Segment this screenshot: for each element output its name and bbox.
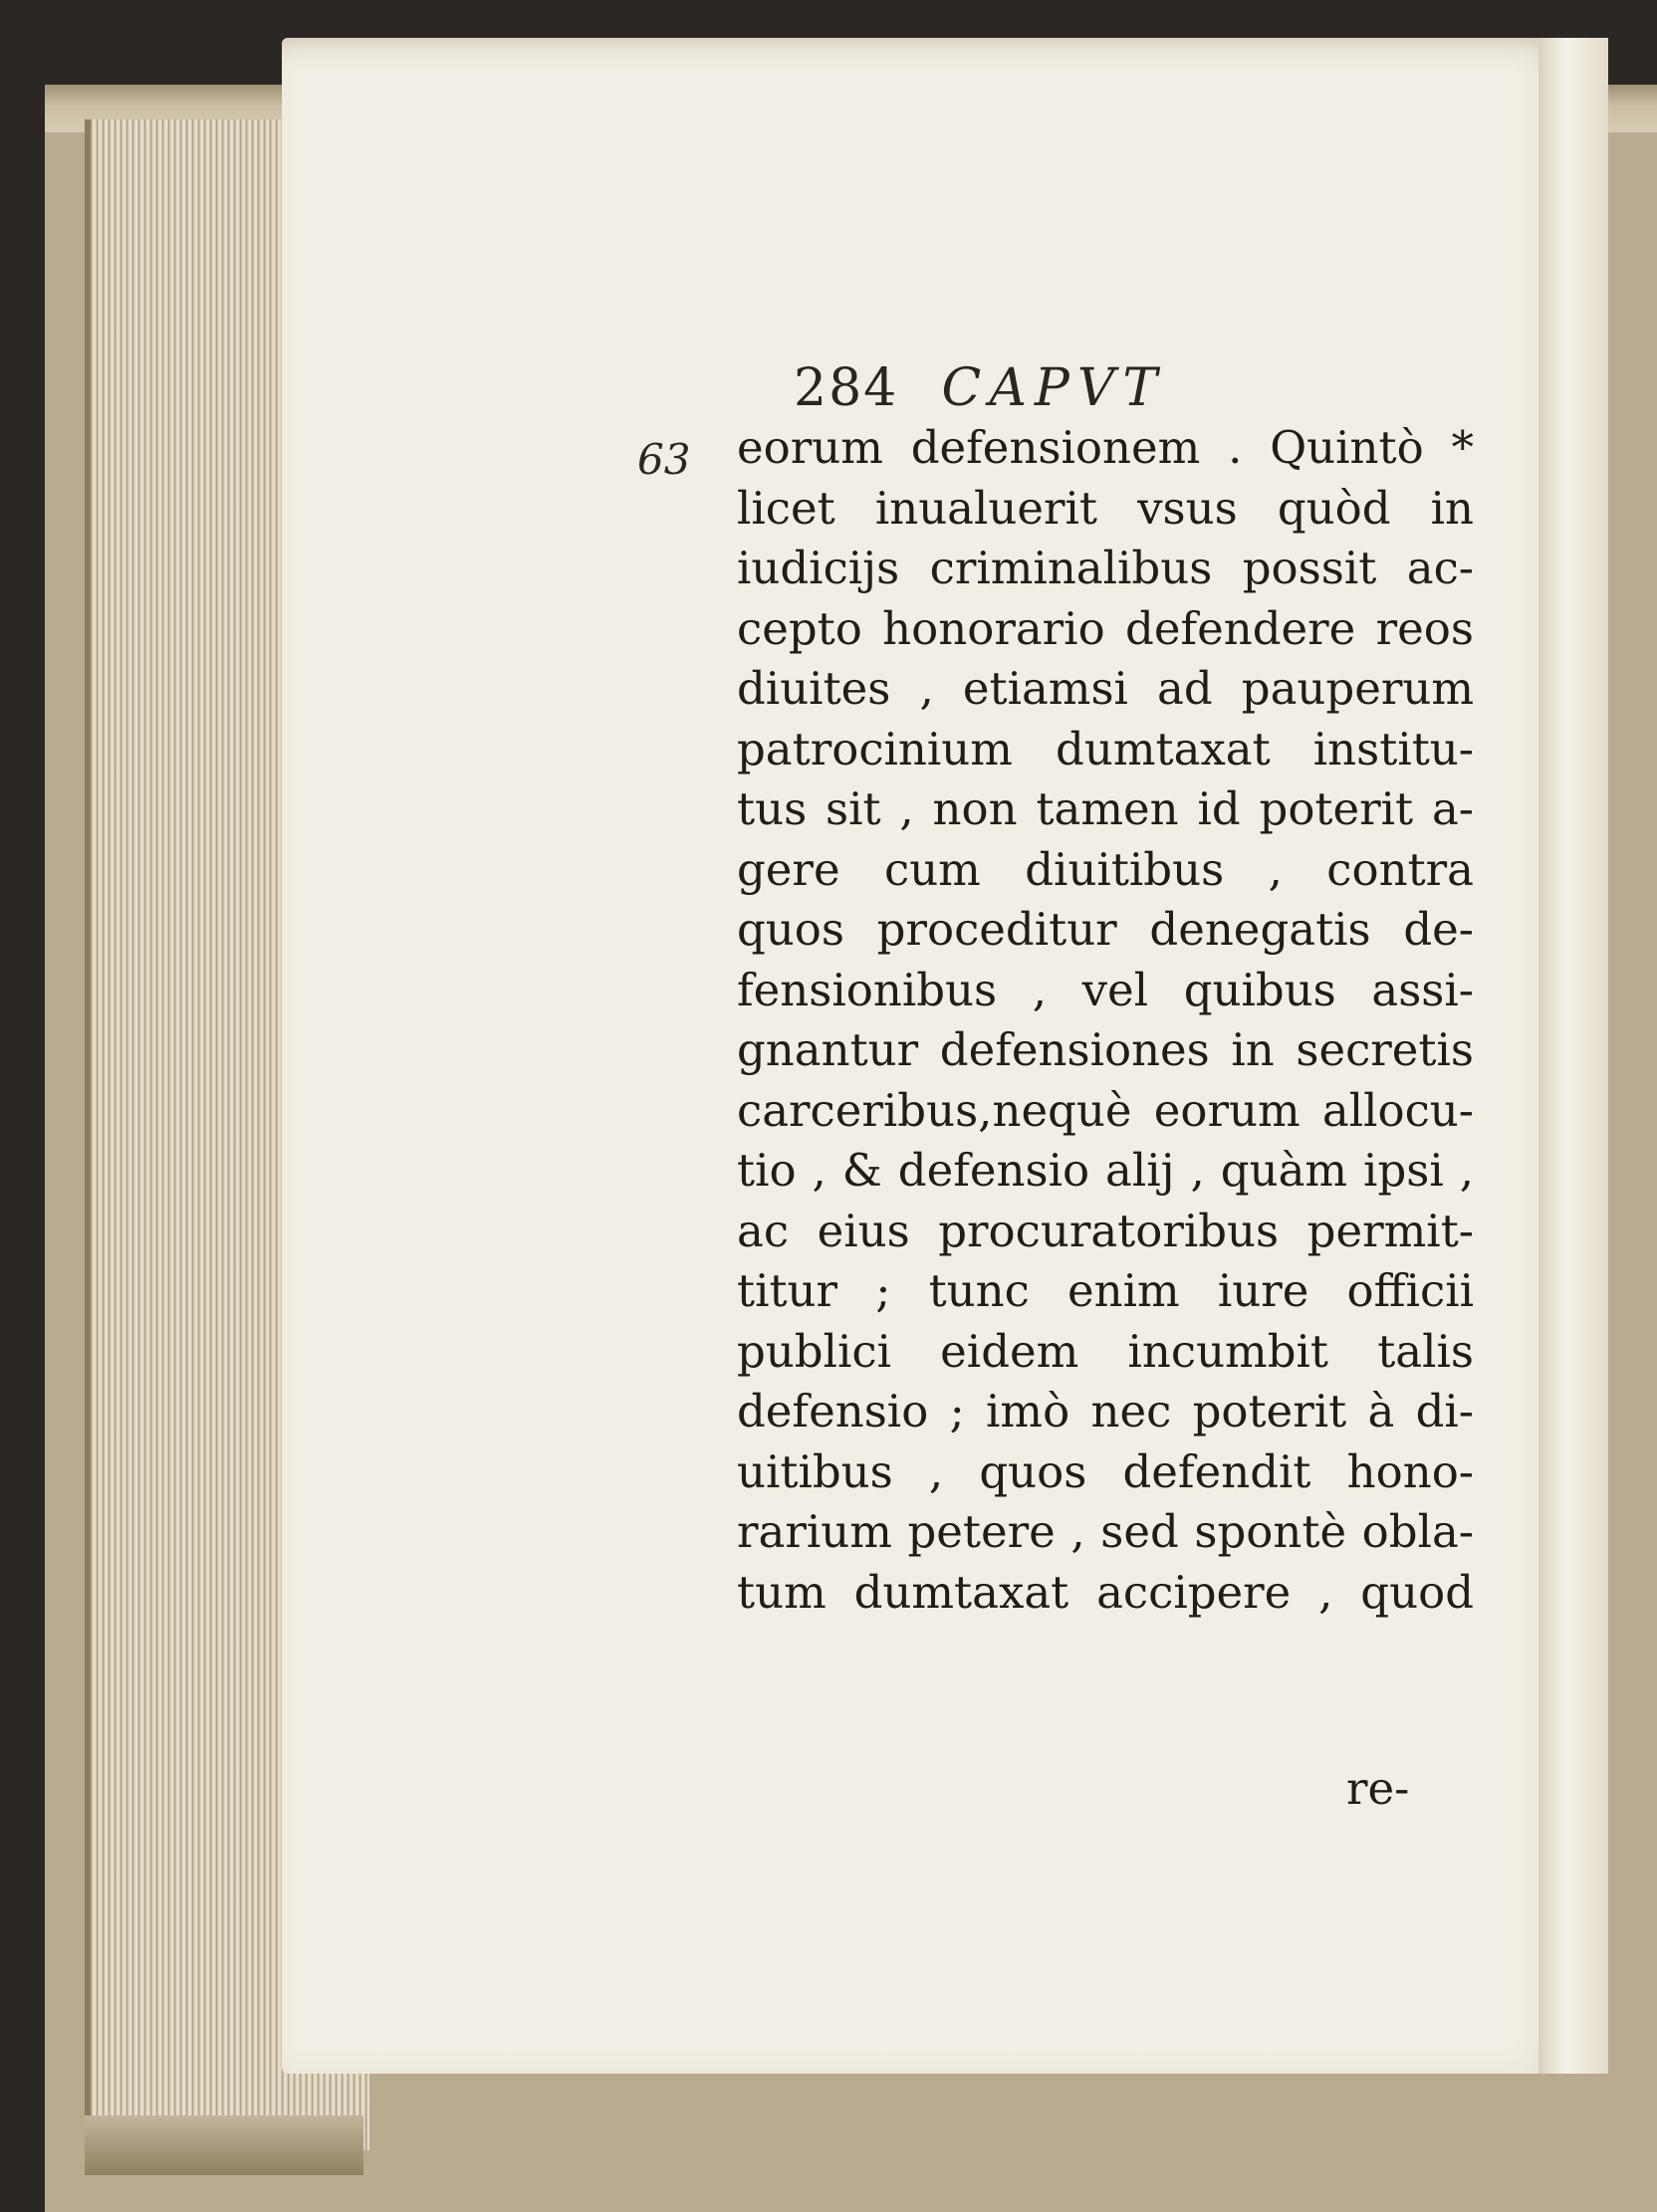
text-line: fensionibus , vel quibus assi- [737, 963, 1474, 1016]
text-line: eorum defensionem . Quintò * [737, 421, 1474, 474]
text-line: carceribus,nequè eorum allocu- [737, 1083, 1474, 1137]
text-line: licet inualuerit vsus quòd in [737, 481, 1474, 535]
text-line: gere cum diuitibus , contra [737, 842, 1474, 896]
text-line: uitibus , quos defendit hono- [737, 1444, 1474, 1498]
text-line: tus sit , non tamen id poterit a- [737, 782, 1474, 835]
running-title: CAPVT [941, 358, 1166, 418]
running-head [794, 358, 1351, 418]
text-line: gnantur defensiones in secretis [737, 1023, 1474, 1076]
text-line: patrocinium dumtaxat institu- [737, 722, 1474, 775]
margin-number: 63 [637, 435, 691, 484]
text-line: quos proceditur denegatis de- [737, 903, 1474, 956]
text-line: iudicijs criminalibus possit ac- [737, 542, 1474, 594]
text-line: diuites , etiamsi ad pauperum [737, 662, 1474, 715]
text-line: titur ; tunc enim iure officii [737, 1264, 1474, 1317]
page-block-bottom [85, 2115, 363, 2175]
text-line: rarium petere , sed spontè obla- [737, 1505, 1474, 1558]
gutter [1539, 38, 1608, 2074]
text-line: defensio ; imò nec poterit à di- [737, 1385, 1474, 1438]
text-line: publici eidem incumbit talis [737, 1324, 1474, 1378]
body-text [737, 418, 1474, 1623]
catchword: re- [1346, 1762, 1410, 1815]
page-number: 284 [794, 358, 899, 418]
text-line: tio , & defensio alij , quàm ipsi , [737, 1144, 1474, 1197]
text-line: ac eius procuratoribus permit- [737, 1204, 1474, 1257]
text-line: tum dumtaxat accipere , quod [737, 1565, 1474, 1619]
text-line: cepto honorario defendere reos [737, 601, 1474, 655]
